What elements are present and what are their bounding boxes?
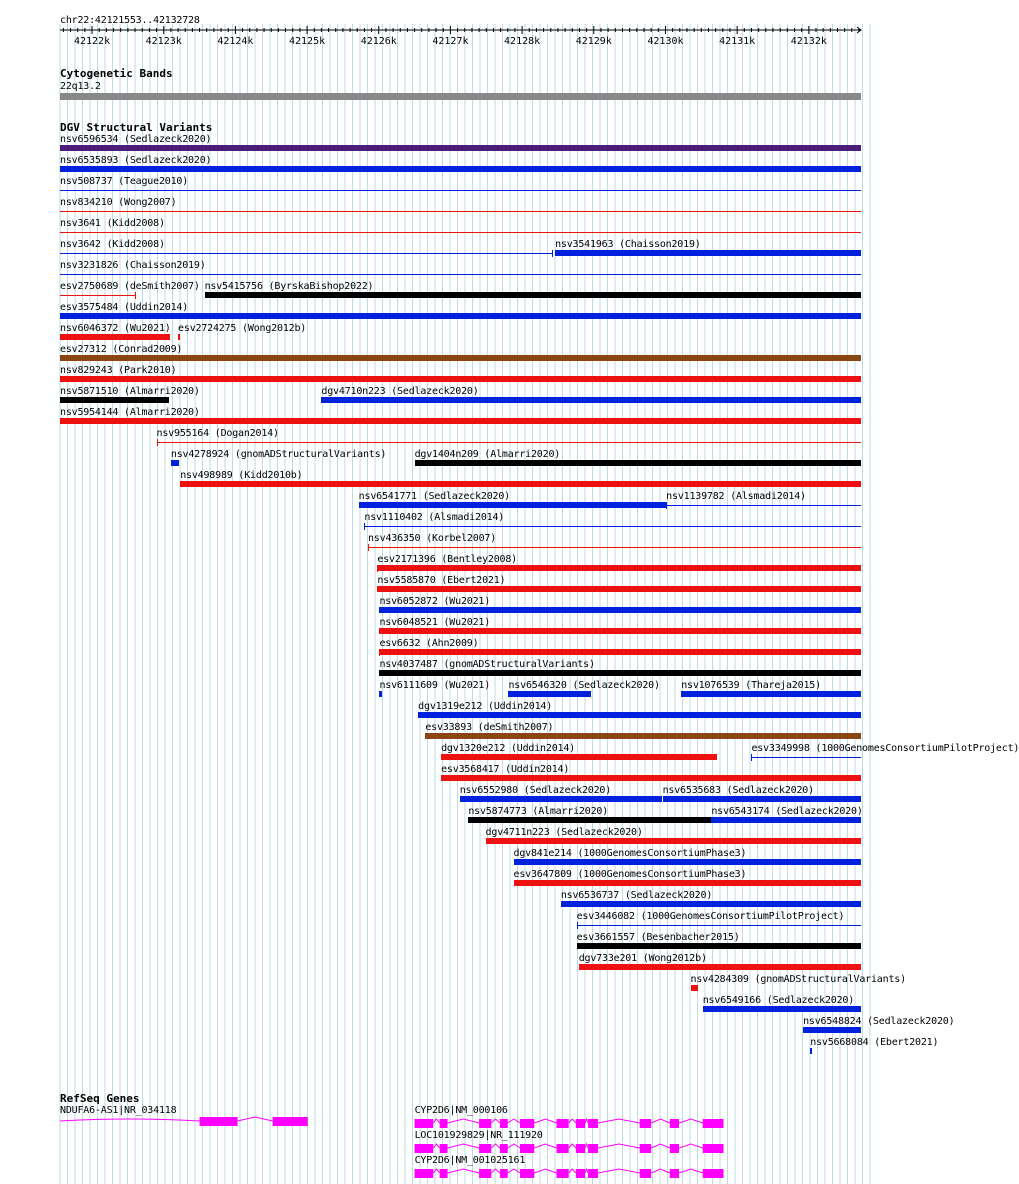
gene-exon (670, 1169, 679, 1178)
variant-label[interactable]: nsv4037487 (gnomADStructuralVariants) (379, 659, 595, 670)
variant-feature[interactable] (486, 838, 861, 844)
variant-end-tick (364, 523, 365, 530)
variant-label[interactable]: nsv6536737 (Sedlazeck2020) (560, 890, 713, 901)
variant-feature[interactable] (60, 397, 169, 403)
variant-label[interactable]: nsv6048521 (Wu2021) (379, 617, 491, 628)
gene-exon (440, 1119, 448, 1128)
variant-feature[interactable] (60, 232, 861, 233)
ruler-tick-label: 42122k (73, 36, 111, 47)
variant-label[interactable]: nsv955164 (Dogan2014) (156, 428, 279, 439)
variant-label[interactable]: nsv5585870 (Ebert2021) (377, 575, 506, 586)
variant-label[interactable]: dgv841e214 (1000GenomesConsortiumPhase3) (513, 848, 747, 859)
variant-label[interactable]: dgv4710n223 (Sedlazeck2020) (321, 386, 479, 397)
gene-model[interactable] (0, 1165, 890, 1181)
variant-feature[interactable] (359, 502, 666, 508)
variant-feature[interactable] (666, 505, 861, 506)
variant-label[interactable]: nsv3642 (Kidd2008) (60, 239, 165, 250)
variant-feature[interactable] (579, 964, 861, 970)
variant-label[interactable]: esv3661557 (Besenbacher2015) (576, 932, 740, 943)
variant-feature[interactable] (205, 292, 861, 298)
variant-feature[interactable] (379, 691, 381, 697)
variant-feature[interactable] (508, 691, 590, 697)
dgv-track-title: DGV Structural Variants (60, 121, 213, 134)
variant-end-tick (751, 754, 752, 761)
variant-feature[interactable] (751, 757, 861, 758)
variant-label[interactable]: esv2171396 (Bentley2008) (377, 554, 518, 565)
gene-exon (588, 1144, 598, 1153)
variant-label[interactable]: esv6632 (Ahn2009) (379, 638, 479, 649)
variant-feature[interactable] (441, 775, 861, 781)
variant-label[interactable]: nsv5954144 (Almarri2020) (60, 407, 200, 418)
variant-feature[interactable] (803, 1027, 861, 1033)
variant-feature[interactable] (60, 166, 861, 172)
variant-label[interactable]: dgv1404n209 (Almarri2020) (414, 449, 561, 460)
variant-feature[interactable] (468, 817, 717, 823)
gene-exon (588, 1119, 598, 1128)
variant-feature[interactable] (441, 754, 717, 760)
gene-label[interactable]: CYP2D6|NM_000106 (414, 1105, 508, 1116)
variant-label[interactable]: esv3446082 (1000GenomesConsortiumPilotProject) (576, 911, 845, 922)
variant-label[interactable]: nsv1076539 (Thareja2015) (681, 680, 821, 691)
variant-end-tick (368, 544, 369, 551)
gene-model[interactable] (0, 1115, 890, 1131)
gene-exon (576, 1119, 585, 1128)
variant-feature[interactable] (577, 943, 861, 949)
gene-exon (520, 1169, 534, 1178)
variant-feature[interactable] (60, 253, 553, 254)
variant-label[interactable]: nsv1139782 (Alsmadi2014) (666, 491, 806, 502)
variant-label[interactable]: nsv829243 (Park2010) (60, 365, 177, 376)
variant-feature[interactable] (60, 145, 861, 151)
gene-exon (500, 1169, 508, 1178)
ruler-tick-label: 42129k (575, 36, 612, 47)
variant-label[interactable]: nsv6535893 (Sedlazeck2020) (60, 155, 212, 166)
ruler-tick-label: 42126k (360, 36, 397, 47)
variant-feature[interactable] (460, 796, 662, 802)
gene-exon (640, 1144, 651, 1153)
gene-exon (576, 1144, 585, 1153)
variant-feature[interactable] (60, 274, 861, 275)
gene-label[interactable]: LOC101929829|NR_111920 (414, 1130, 543, 1141)
gene-exon (703, 1144, 724, 1153)
variant-end-tick (379, 649, 380, 656)
gene-exon (557, 1169, 569, 1178)
gene-exon (703, 1119, 724, 1128)
variant-feature[interactable] (60, 313, 861, 319)
gene-exon (479, 1119, 491, 1128)
gene-exon (557, 1144, 569, 1153)
variant-label[interactable]: esv3349998 (1000GenomesConsortiumPilotProject) (751, 743, 1019, 754)
variant-feature[interactable] (415, 460, 861, 466)
variant-label[interactable]: nsv6052872 (Wu2021) (379, 596, 491, 607)
variant-feature[interactable] (180, 481, 861, 487)
variant-feature[interactable] (60, 355, 861, 361)
variant-label[interactable]: dgv4711n223 (Sedlazeck2020) (485, 827, 643, 838)
variant-label[interactable]: nsv6546320 (Sedlazeck2020) (508, 680, 660, 691)
variant-label[interactable]: dgv733e201 (Wong2012b) (578, 953, 707, 964)
variant-feature[interactable] (60, 376, 861, 382)
variant-feature[interactable] (663, 796, 861, 802)
variant-feature[interactable] (703, 1006, 861, 1012)
variant-feature[interactable] (577, 925, 861, 926)
variant-label[interactable]: nsv5871510 (Almarri2020) (60, 386, 200, 397)
variant-label[interactable]: esv33893 (deSmith2007) (425, 722, 554, 733)
variant-label[interactable]: dgv1319e212 (Uddin2014) (418, 701, 553, 712)
gene-exon (520, 1119, 534, 1128)
variant-feature[interactable] (711, 817, 861, 823)
variant-label[interactable]: esv2724275 (Wong2012b) (178, 323, 307, 334)
variant-feature[interactable] (364, 526, 861, 527)
variant-feature[interactable] (418, 712, 861, 718)
variant-label[interactable]: nsv3231826 (Chaisson2019) (60, 260, 206, 271)
gene-model[interactable] (0, 1140, 890, 1156)
variant-label[interactable]: nsv436350 (Korbel2007) (367, 533, 497, 544)
variant-label[interactable]: nsv1110402 (Alsmadi2014) (364, 512, 505, 523)
variant-feature[interactable] (681, 691, 861, 697)
variant-label[interactable]: nsv3541963 (Chaisson2019) (555, 239, 701, 250)
variant-feature[interactable] (379, 607, 861, 613)
variant-label[interactable]: nsv508737 (Teague2010) (60, 176, 189, 187)
variant-label[interactable]: nsv3641 (Kidd2008) (60, 218, 165, 229)
gene-exon (440, 1169, 448, 1178)
ruler-tick-label: 42131k (719, 36, 756, 47)
cytoband-track-title: Cytogenetic Bands (60, 67, 173, 80)
ruler-tick-label: 42130k (647, 36, 684, 47)
gene-exon (588, 1169, 598, 1178)
variant-label[interactable]: esv3568417 (Uddin2014) (441, 764, 570, 775)
variant-feature[interactable] (60, 190, 861, 191)
variant-label[interactable]: nsv6046372 (Wu2021) (60, 323, 171, 334)
variant-label[interactable]: nsv4278924 (gnomADStructuralVariants) (170, 449, 387, 460)
variant-feature[interactable] (321, 397, 861, 403)
cytoband-label: 22q13.2 (60, 81, 101, 92)
variant-label[interactable]: nsv6549166 (Sedlazeck2020) (702, 995, 855, 1006)
variant-end-tick (577, 922, 578, 929)
variant-feature[interactable] (810, 1048, 812, 1054)
variant-label[interactable]: nsv5668084 (Ebert2021) (810, 1037, 939, 1048)
variant-feature[interactable] (379, 649, 861, 655)
variant-end-tick (666, 502, 667, 509)
variant-label[interactable]: nsv6596534 (Sedlazeck2020) (60, 134, 212, 145)
variant-label[interactable]: nsv6552980 (Sedlazeck2020) (459, 785, 612, 796)
variant-label[interactable]: nsv6548824 (Sedlazeck2020) (803, 1016, 955, 1027)
variant-end-tick (157, 439, 158, 446)
gene-exon (415, 1119, 434, 1128)
ruler-tick-label: 42124k (217, 36, 254, 47)
gene-exon (479, 1169, 491, 1178)
variant-feature[interactable] (514, 880, 861, 886)
ruler-tick-label: 42128k (504, 36, 541, 47)
variant-feature[interactable] (514, 859, 861, 865)
variant-feature[interactable] (379, 628, 861, 634)
refseq-track-title: RefSeq Genes (60, 1092, 140, 1105)
variant-label[interactable]: nsv834210 (Wong2007) (60, 197, 177, 208)
variant-label[interactable]: dgv1320e212 (Uddin2014) (441, 743, 575, 754)
variant-feature[interactable] (60, 295, 136, 296)
cytoband-bar[interactable] (60, 93, 861, 100)
coordinate-ruler[interactable] (0, 24, 890, 60)
variant-feature[interactable] (60, 418, 861, 424)
gene-exon (557, 1119, 569, 1128)
gene-exon (640, 1119, 651, 1128)
variant-label[interactable]: nsv5874773 (Almarri2020) (468, 806, 609, 817)
variant-feature[interactable] (561, 901, 861, 907)
ruler-tick-label: 42125k (289, 36, 326, 47)
variant-end-tick (135, 292, 136, 299)
gene-label[interactable]: NDUFA6-AS1|NR_034118 (60, 1105, 177, 1116)
gene-exon (440, 1144, 448, 1153)
gene-exon (670, 1119, 679, 1128)
variant-label[interactable]: esv2750689 (deSmith2007) (60, 281, 200, 292)
variant-label[interactable]: nsv4284309 (gnomADStructuralVariants) (690, 974, 906, 985)
gene-exon (576, 1169, 585, 1178)
variant-label[interactable]: nsv5415756 (ByrskaBishop2022) (204, 281, 374, 292)
variant-feature[interactable] (178, 334, 180, 340)
variant-label[interactable]: nsv6535683 (Sedlazeck2020) (662, 785, 814, 796)
variant-end-tick (552, 250, 553, 257)
ruler-tick-label: 42127k (432, 36, 469, 47)
gene-exon (479, 1144, 491, 1153)
gene-exon (415, 1144, 434, 1153)
variant-end-tick (377, 565, 378, 572)
variant-feature[interactable] (171, 460, 179, 466)
gene-exon (703, 1169, 724, 1178)
variant-label[interactable]: esv3647809 (1000GenomesConsortiumPhase3) (513, 869, 747, 880)
variant-label[interactable]: nsv6543174 (Sedlazeck2020) (711, 806, 863, 817)
variant-feature[interactable] (425, 733, 861, 739)
variant-label[interactable]: nsv6111609 (Wu2021) (379, 680, 491, 691)
variant-feature[interactable] (379, 670, 861, 676)
variant-feature[interactable] (60, 334, 170, 340)
variant-feature[interactable] (368, 547, 861, 548)
variant-feature[interactable] (377, 586, 861, 592)
gene-exon (500, 1144, 508, 1153)
variant-feature[interactable] (60, 211, 861, 212)
gene-exon (415, 1169, 434, 1178)
variant-feature[interactable] (691, 985, 698, 991)
location-label: chr22:42121553..42132728 (60, 15, 200, 26)
gene-exon (520, 1144, 534, 1153)
variant-label[interactable]: nsv498989 (Kidd2010b) (180, 470, 303, 481)
variant-feature[interactable] (377, 565, 861, 571)
variant-label[interactable]: esv27312 (Conrad2009) (60, 344, 183, 355)
variant-feature[interactable] (555, 250, 861, 256)
gene-label[interactable]: CYP2D6|NM_001025161 (414, 1155, 526, 1166)
variant-feature[interactable] (157, 442, 861, 443)
ruler-tick-label: 42123k (145, 36, 182, 47)
gene-exon (640, 1169, 651, 1178)
variant-label[interactable]: nsv6541771 (Sedlazeck2020) (358, 491, 511, 502)
ruler-tick-label: 42132k (790, 36, 827, 47)
gene-exon (670, 1144, 679, 1153)
variant-label[interactable]: esv3575484 (Uddin2014) (60, 302, 189, 313)
gene-exon (500, 1119, 508, 1128)
